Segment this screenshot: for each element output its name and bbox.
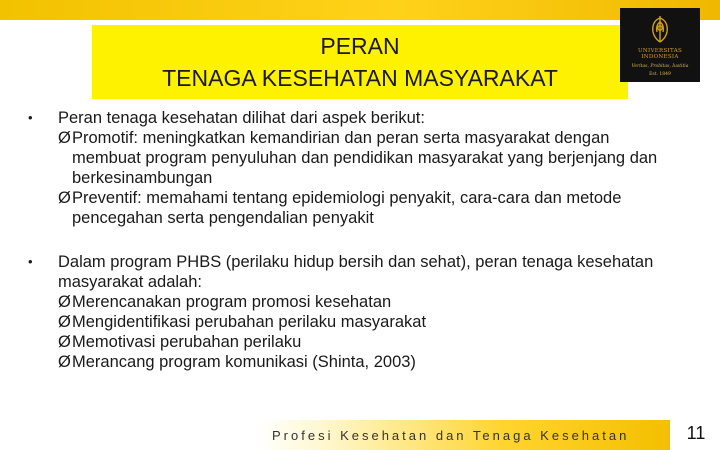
arrow-bullet-icon: Ø [58, 129, 71, 147]
sub-item-text: Preventif: memahami tentang epidemiologi penyakit, cara-cara dan metode pencegahan serta pengendalian penyakit [72, 189, 622, 227]
sub-item-text: Mengidentifikasi perubahan perilaku masyarakat [72, 313, 427, 331]
arrow-bullet-icon: Ø [58, 333, 71, 351]
paragraph-text: Peran tenaga kesehatan dilihat dari aspek berikut: [58, 109, 425, 127]
sub-item [58, 312, 668, 332]
logo-est: Est. 1849 [649, 72, 671, 77]
bullet-icon: • [28, 110, 33, 125]
sub-item-text: Merencanakan program promosi kesehatan [72, 293, 392, 311]
footer-text: Profesi Kesehatan dan Tenaga Kesehatan [272, 427, 630, 443]
makara-emblem-icon [649, 14, 671, 44]
bullet-paragraph-1 [28, 108, 668, 228]
arrow-bullet-icon: Ø [58, 189, 71, 207]
sub-item [58, 128, 668, 188]
page-number: 11 [686, 423, 706, 443]
logo-name: UNIVERSITAS INDONESIA [637, 48, 683, 60]
university-logo [620, 8, 700, 82]
sub-item [58, 292, 668, 312]
title-line-2: TENAGA KESEHATAN MASYARAKAT [162, 65, 558, 91]
arrow-bullet-icon: Ø [58, 293, 71, 311]
sub-item-text: Promotif: meningkatkan kemandirian dan peran serta masyarakat dengan membuat program penyuluhan dan pendidikan masyarakat yang berjenjang dan berkesinambungan [72, 129, 658, 187]
slide-content [28, 108, 668, 372]
logo-motto: Veritas, Probitas, Iustitia [631, 64, 689, 69]
paragraph-text: Dalam program PHBS (perilaku hidup bersih dan sehat), peran tenaga kesehatan masyarakat adalah: [58, 253, 654, 291]
bullet-icon: • [28, 254, 33, 269]
sub-item-text: Memotivasi perubahan perilaku [72, 333, 302, 351]
footer-band [258, 420, 670, 450]
bullet-paragraph-2 [28, 252, 668, 372]
sub-item [58, 352, 668, 372]
top-band [0, 0, 720, 20]
sub-item-text: Merancang program komunikasi (Shinta, 2003) [72, 353, 416, 371]
sub-item [58, 332, 668, 352]
arrow-bullet-icon: Ø [58, 313, 71, 331]
sub-item [58, 188, 668, 228]
arrow-bullet-icon: Ø [58, 353, 71, 371]
title-line-1: PERAN [320, 33, 400, 59]
slide-title [92, 25, 628, 99]
